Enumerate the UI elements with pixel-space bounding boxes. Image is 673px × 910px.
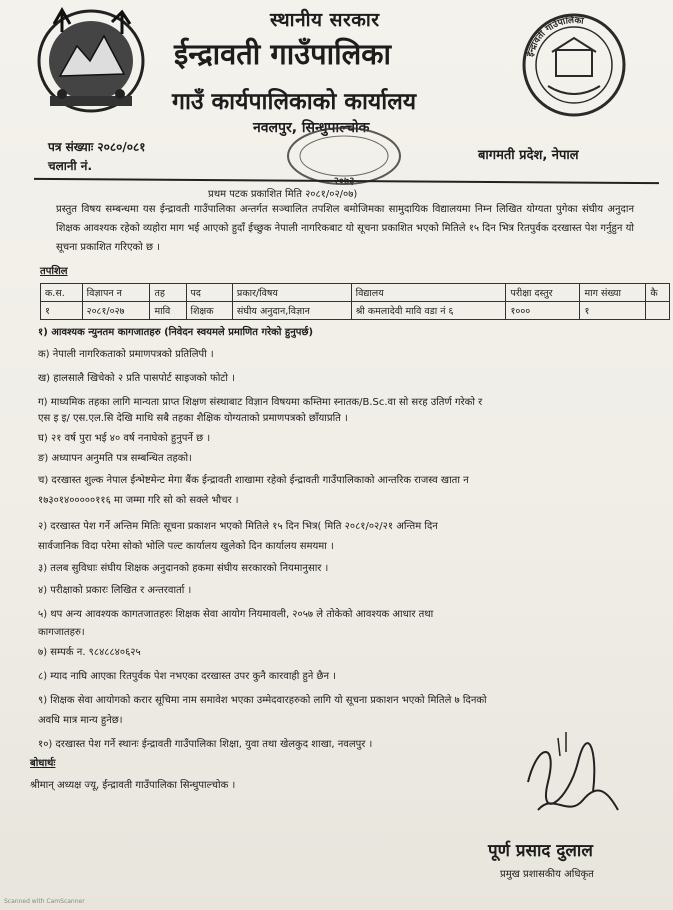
list-item: ९) शिक्षक सेवा आयोगको करार सूचिमा नाम समावेश भएका उम्मेदवारहरुको लागि यो सूचना प्रकाशन भएको मितिले ७ दिनको xyxy=(38,695,487,706)
cell-post: शिक्षक xyxy=(186,302,232,320)
th-remarks: कै xyxy=(646,284,670,302)
header-office-name: गाउँ कार्यपालिकाको कार्यालय xyxy=(172,89,417,115)
municipality-seal-icon xyxy=(518,10,630,120)
cell-school: श्री कमलादेवी मावि वडा नं ६ xyxy=(351,302,506,320)
cell-level: मावि xyxy=(150,302,186,320)
cell-ad-no: २०८१/०२७ xyxy=(82,302,150,320)
table-header-row xyxy=(41,284,670,302)
list-item: ३) तलब सुविधाः संघीय शिक्षक अनुदानको हकमा संघीय सरकारको नियमानुसार । xyxy=(38,563,329,574)
cell-fee: १००० xyxy=(506,302,580,320)
th-school: विद्यालय xyxy=(351,284,506,302)
list-item: क) नेपाली नागरिकताको प्रमाणपत्रको प्रतिलिपी । xyxy=(38,349,214,360)
list-item: १०) दरखास्त पेश गर्ने स्थानः ईन्द्रावती गाउँपालिका शिक्षा, युवा तथा खेलकुद शाखा, नवलपुर । xyxy=(38,739,373,750)
table-row xyxy=(41,302,670,320)
cc-recipient: श्रीमान् अध्यक्ष ज्यू, ईन्द्रावती गाउँपालिका सिन्धुपाल्चोक । xyxy=(30,780,236,791)
th-ad-no: विज्ञापन न xyxy=(82,284,150,302)
th-fee: परीक्षा दस्तुर xyxy=(506,284,580,302)
list-item: २) दरखास्त पेश गर्ने अन्तिम मितिः सूचना प्रकाशन भएको मितिले १५ दिन भित्र( मिति २०८१/०२/२१ अन्तिम दिन xyxy=(38,521,438,532)
reference-number: पत्र संख्याः २०८०/०८१ xyxy=(48,140,146,154)
list-item: ख) हालसालै खिचेको २ प्रति पासपोर्ट साइजको फोटो । xyxy=(38,373,235,384)
list-item: ७) सम्पर्क न. ९८४८८४०६२५ xyxy=(38,647,141,658)
header-local-government: स्थानीय सरकार xyxy=(270,9,380,31)
list-item: ग) माध्यमिक तहका लागि मान्यता प्राप्त शिक्षण संस्थाबाट विज्ञान विषयमा कम्तिमा स्नातक/B.Sc.वा सो सरह उतिर्ण गरेको र xyxy=(38,397,483,408)
dispatch-number: चलानी नं. xyxy=(48,159,93,173)
list-item: १७३०१४०००००११६ मा जम्मा गरि सो को सक्ले भौचर । xyxy=(38,495,239,506)
th-demand: माग संख्या xyxy=(580,284,646,302)
list-item: एस इ इ/ एस.एल.सि देखि माथि सबै तहका शैक्षिक योग्यताको प्रमाणपत्रको छाँयाप्रति । xyxy=(38,413,348,424)
intro-paragraph: प्रस्तुत विषय सम्बन्धमा यस ईन्द्रावती गाउँपालिका अन्तर्गत सञ्चालित तपशिल बमोजिमका सामुदायिक विद्यालयमा निम्न लिखित योग्यता पुगेका संघीय अनुदान शिक्षक आवश्यक रहेको व्यहोरा माग भई आएको हुदाँ ईच्छुक नेपाली नागरिकबाट यो सूचना प्रकाशित भएको मितिले १५ दिन भित्र रितपुर्वक दरखास्त पेश गर्नुहुन यो सूचना प्रकाशित गरिएको छ । xyxy=(56,204,634,253)
signatory-title: प्रमुख प्रशासकीय अधिकृत xyxy=(500,869,594,880)
list-item: ङ) अध्यापन अनुमति पत्र सम्बन्धित तहको। xyxy=(38,453,192,464)
table-caption: तपशिल xyxy=(40,266,68,277)
list-item: कागजातहरु। xyxy=(38,627,85,638)
vacancy-table xyxy=(40,283,670,320)
th-level: तह xyxy=(150,284,186,302)
province-label: बागमती प्रदेश, नेपाल xyxy=(478,148,579,163)
seal-text: ईन्द्रावती गाउँपालिका xyxy=(525,15,585,58)
cc-label: बोधार्थः xyxy=(30,758,56,769)
scanner-watermark: Scanned with CamScanner xyxy=(4,898,85,905)
th-post: पद xyxy=(186,284,232,302)
header-address: नवलपुर, सिन्धुपाल्चोक xyxy=(253,120,370,136)
nepal-emblem-icon xyxy=(32,6,150,116)
list-item: ५) थप अन्य आवश्यक कागतजातहरुः शिक्षक सेवा आयोग नियमावली, २०५७ ले तोकेको आवश्यक आधार तथा xyxy=(38,609,434,620)
publication-date: प्रथम पटक प्रकाशित मिति २०८१/०२/०७) xyxy=(208,189,358,200)
header-municipality-name: ईन्द्रावती गाउँपालिका xyxy=(174,37,392,71)
cell-type: संघीय अनुदान,विज्ञान xyxy=(232,302,351,320)
list-item: ८) म्याद नाघि आएका रितपुर्वक पेश नभएका दरखास्त उपर कुनै कारवाही हुने छैन । xyxy=(38,671,337,682)
cell-remarks xyxy=(646,302,670,320)
th-type: प्रकार/विषय xyxy=(232,284,351,302)
signatory-name: पूर्ण प्रसाद दुलाल xyxy=(488,841,593,861)
cell-sn: १ xyxy=(41,302,83,320)
list-item: सार्वजानिक विदा परेमा सोको भोलि पल्ट कार्यालय खुलेको दिन कार्यालय समयमा । xyxy=(38,541,334,552)
th-sn: क.स. xyxy=(41,284,83,302)
list-item: १) आवश्यक न्युनतम कागजातहरु (निवेदन स्वयमले प्रमाणित गरेको हुनुपर्छ) xyxy=(38,327,314,338)
list-item: अवधि मात्र मान्य हुनेछ। xyxy=(38,715,123,726)
cell-demand: १ xyxy=(580,302,646,320)
signature-icon xyxy=(508,722,628,832)
list-item: च) दरखास्त शुल्क नेपाल ईन्भेष्टमेन्ट मेगा बैंक ईन्द्रावती शाखामा रहेको ईन्द्रावती गाउँपालिकाको आन्तरिक राजस्व खाता न xyxy=(38,475,469,486)
list-item: घ) २१ वर्ष पुरा भई ४० वर्ष ननाघेको हुनुपर्ने छ । xyxy=(38,433,211,444)
list-item: ४) परीक्षाको प्रकारः लिखित र अन्तरवार्ता । xyxy=(38,585,192,596)
